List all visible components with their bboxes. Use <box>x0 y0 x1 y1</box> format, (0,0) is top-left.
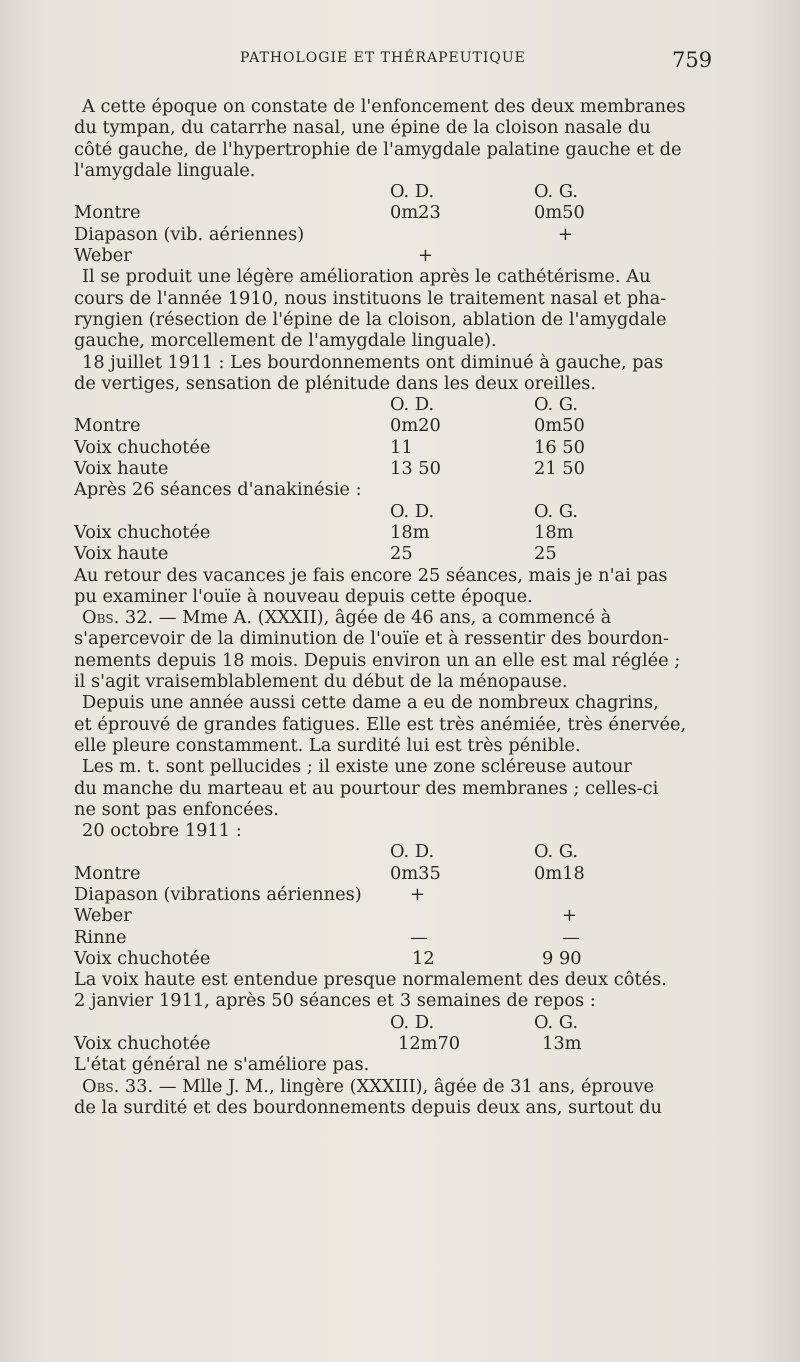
table-row <box>74 927 714 948</box>
page-number: 759 <box>672 48 713 72</box>
table-header-row <box>74 1012 714 1033</box>
text-line: 2 janvier 1911, après 50 séances et 3 semaines de repos : <box>74 990 596 1012</box>
table-row <box>74 543 714 564</box>
text-line: elle pleure constamment. La surdité lui est très pénible. <box>74 734 581 756</box>
row-label: Diapason (vibrations aériennes) <box>74 883 362 905</box>
row-label: Voix haute <box>74 543 169 565</box>
value-og: 25 <box>534 543 557 565</box>
text-line: il s'agit vraisemblablement du début de la ménopause. <box>74 671 568 693</box>
text-line: ryngien (résection de l'épine de la cloison, ablation de l'amygdale <box>74 308 667 330</box>
text-line: Il se produit une légère amélioration après le cathétérisme. Au <box>82 266 651 288</box>
text-line: s'apercevoir de la diminution de l'ouïe et à ressentir des bourdon- <box>74 628 669 650</box>
col-og: O. G. <box>534 500 579 522</box>
observation-tag: Obs. 32. <box>82 607 154 629</box>
value-og: 9 90 <box>542 947 582 969</box>
table-row <box>74 245 714 266</box>
value-od: 0m35 <box>390 862 441 884</box>
col-od: O. D. <box>390 394 435 416</box>
row-label: Montre <box>74 862 141 884</box>
row-label: Voix chuchotée <box>74 947 211 969</box>
value-od: 13 50 <box>390 458 441 480</box>
running-title: PATHOLOGIE ET THÉRAPEUTIQUE <box>240 50 526 66</box>
text-fragment: — Mme A. (XXXII), âgée de 46 ans, a commencé à <box>153 607 612 629</box>
col-og: O. G. <box>534 1011 579 1033</box>
table-header-row <box>74 181 714 202</box>
value-od: 0m23 <box>390 202 441 224</box>
text-line <box>74 607 714 628</box>
row-label: Voix chuchotée <box>74 436 211 458</box>
table-row <box>74 437 714 458</box>
table-row <box>74 202 714 223</box>
text-line: pu examiner l'ouïe à nouveau depuis cette époque. <box>74 585 533 607</box>
value-od: 11 <box>390 436 413 458</box>
text-line: Depuis une année aussi cette dame a eu de nombreux chagrins, <box>82 692 659 714</box>
value-od: 12m70 <box>398 1033 461 1055</box>
table-row <box>74 415 714 436</box>
text-line: 18 juillet 1911 : Les bourdonnements ont diminué à gauche, pas <box>82 351 664 373</box>
text-fragment: — Mlle J. M., lingère (XXXIII), âgée de 31 ans, éprouve <box>153 1075 655 1097</box>
table-row <box>74 224 714 245</box>
col-og: O. G. <box>534 181 579 203</box>
text-line: Au retour des vacances je fais encore 25 séances, mais je n'ai pas <box>74 564 668 586</box>
table-header-row <box>74 841 714 862</box>
text-line <box>74 1076 714 1097</box>
col-og: O. G. <box>534 394 579 416</box>
value-od: + <box>410 883 425 905</box>
table-header-row <box>74 394 714 415</box>
value-og: + <box>558 223 573 245</box>
observation-tag: Obs. 33. <box>82 1075 154 1097</box>
text-line: de la surdité et des bourdonnements depuis deux ans, surtout du <box>74 1096 663 1118</box>
text-line: l'amygdale linguale. <box>74 159 256 181</box>
text-line: cours de l'année 1910, nous instituons le traitement nasal et pha- <box>74 287 667 309</box>
text-line: gauche, morcellement de l'amygdale linguale). <box>74 330 497 352</box>
value-og: 18m <box>534 521 574 543</box>
value-og: 21 50 <box>534 458 585 480</box>
text-line: L'état général ne s'améliore pas. <box>74 1054 370 1076</box>
text-line: ne sont pas enfoncées. <box>74 798 279 820</box>
row-label: Weber <box>74 905 132 927</box>
row-label: Voix chuchotée <box>74 521 211 543</box>
text-line: du manche du marteau et au pourtour des membranes ; celles-ci <box>74 777 659 799</box>
value-od: 18m <box>390 521 430 543</box>
text-line: et éprouvé de grandes fatigues. Elle est très anémiée, très énervée, <box>74 713 687 735</box>
text-line: côté gauche, de l'hypertrophie de l'amygdale palatine gauche et de <box>74 138 682 160</box>
table-row <box>74 522 714 543</box>
value-og: 0m18 <box>534 862 585 884</box>
row-label: Montre <box>74 415 141 437</box>
table-row <box>74 948 714 969</box>
table-header-row <box>74 501 714 522</box>
value-og: + <box>562 905 577 927</box>
table-row <box>74 863 714 884</box>
text-line: nements depuis 18 mois. Depuis environ un an elle est mal réglée ; <box>74 649 681 671</box>
row-label: Diapason (vib. aériennes) <box>74 223 305 245</box>
value-od: 12 <box>412 947 435 969</box>
value-og: 0m50 <box>534 202 585 224</box>
value-od: 0m20 <box>390 415 441 437</box>
text-line: de vertiges, sensation de plénitude dans les deux oreilles. <box>74 372 597 394</box>
text-line: 20 octobre 1911 : <box>82 820 242 842</box>
page-header <box>0 48 800 72</box>
col-od: O. D. <box>390 181 435 203</box>
row-label: Voix haute <box>74 458 169 480</box>
value-og: — <box>562 926 580 948</box>
body-text <box>74 96 714 1118</box>
value-od: + <box>418 245 433 267</box>
col-og: O. G. <box>534 841 579 863</box>
col-od: O. D. <box>390 1011 435 1033</box>
row-label: Rinne <box>74 926 127 948</box>
text-line: du tympan, du catarrhe nasal, une épine de la cloison nasale du <box>74 117 651 139</box>
col-od: O. D. <box>390 500 435 522</box>
value-og: 16 50 <box>534 436 585 458</box>
value-od: — <box>410 926 428 948</box>
text-line: La voix haute est entendue presque normalement des deux côtés. <box>74 969 667 991</box>
table-row <box>74 458 714 479</box>
text-line: Après 26 séances d'anakinésie : <box>74 479 362 501</box>
table-row <box>74 1033 714 1054</box>
text-line: Les m. t. sont pellucides ; il existe une zone scléreuse autour <box>82 756 632 778</box>
row-label: Voix chuchotée <box>74 1033 211 1055</box>
row-label: Weber <box>74 245 132 267</box>
value-od: 25 <box>390 543 413 565</box>
value-og: 13m <box>542 1033 582 1055</box>
table-row <box>74 905 714 926</box>
text-line: A cette époque on constate de l'enfoncement des deux membranes <box>82 96 686 117</box>
table-row <box>74 884 714 905</box>
row-label: Montre <box>74 202 141 224</box>
value-og: 0m50 <box>534 415 585 437</box>
col-od: O. D. <box>390 841 435 863</box>
